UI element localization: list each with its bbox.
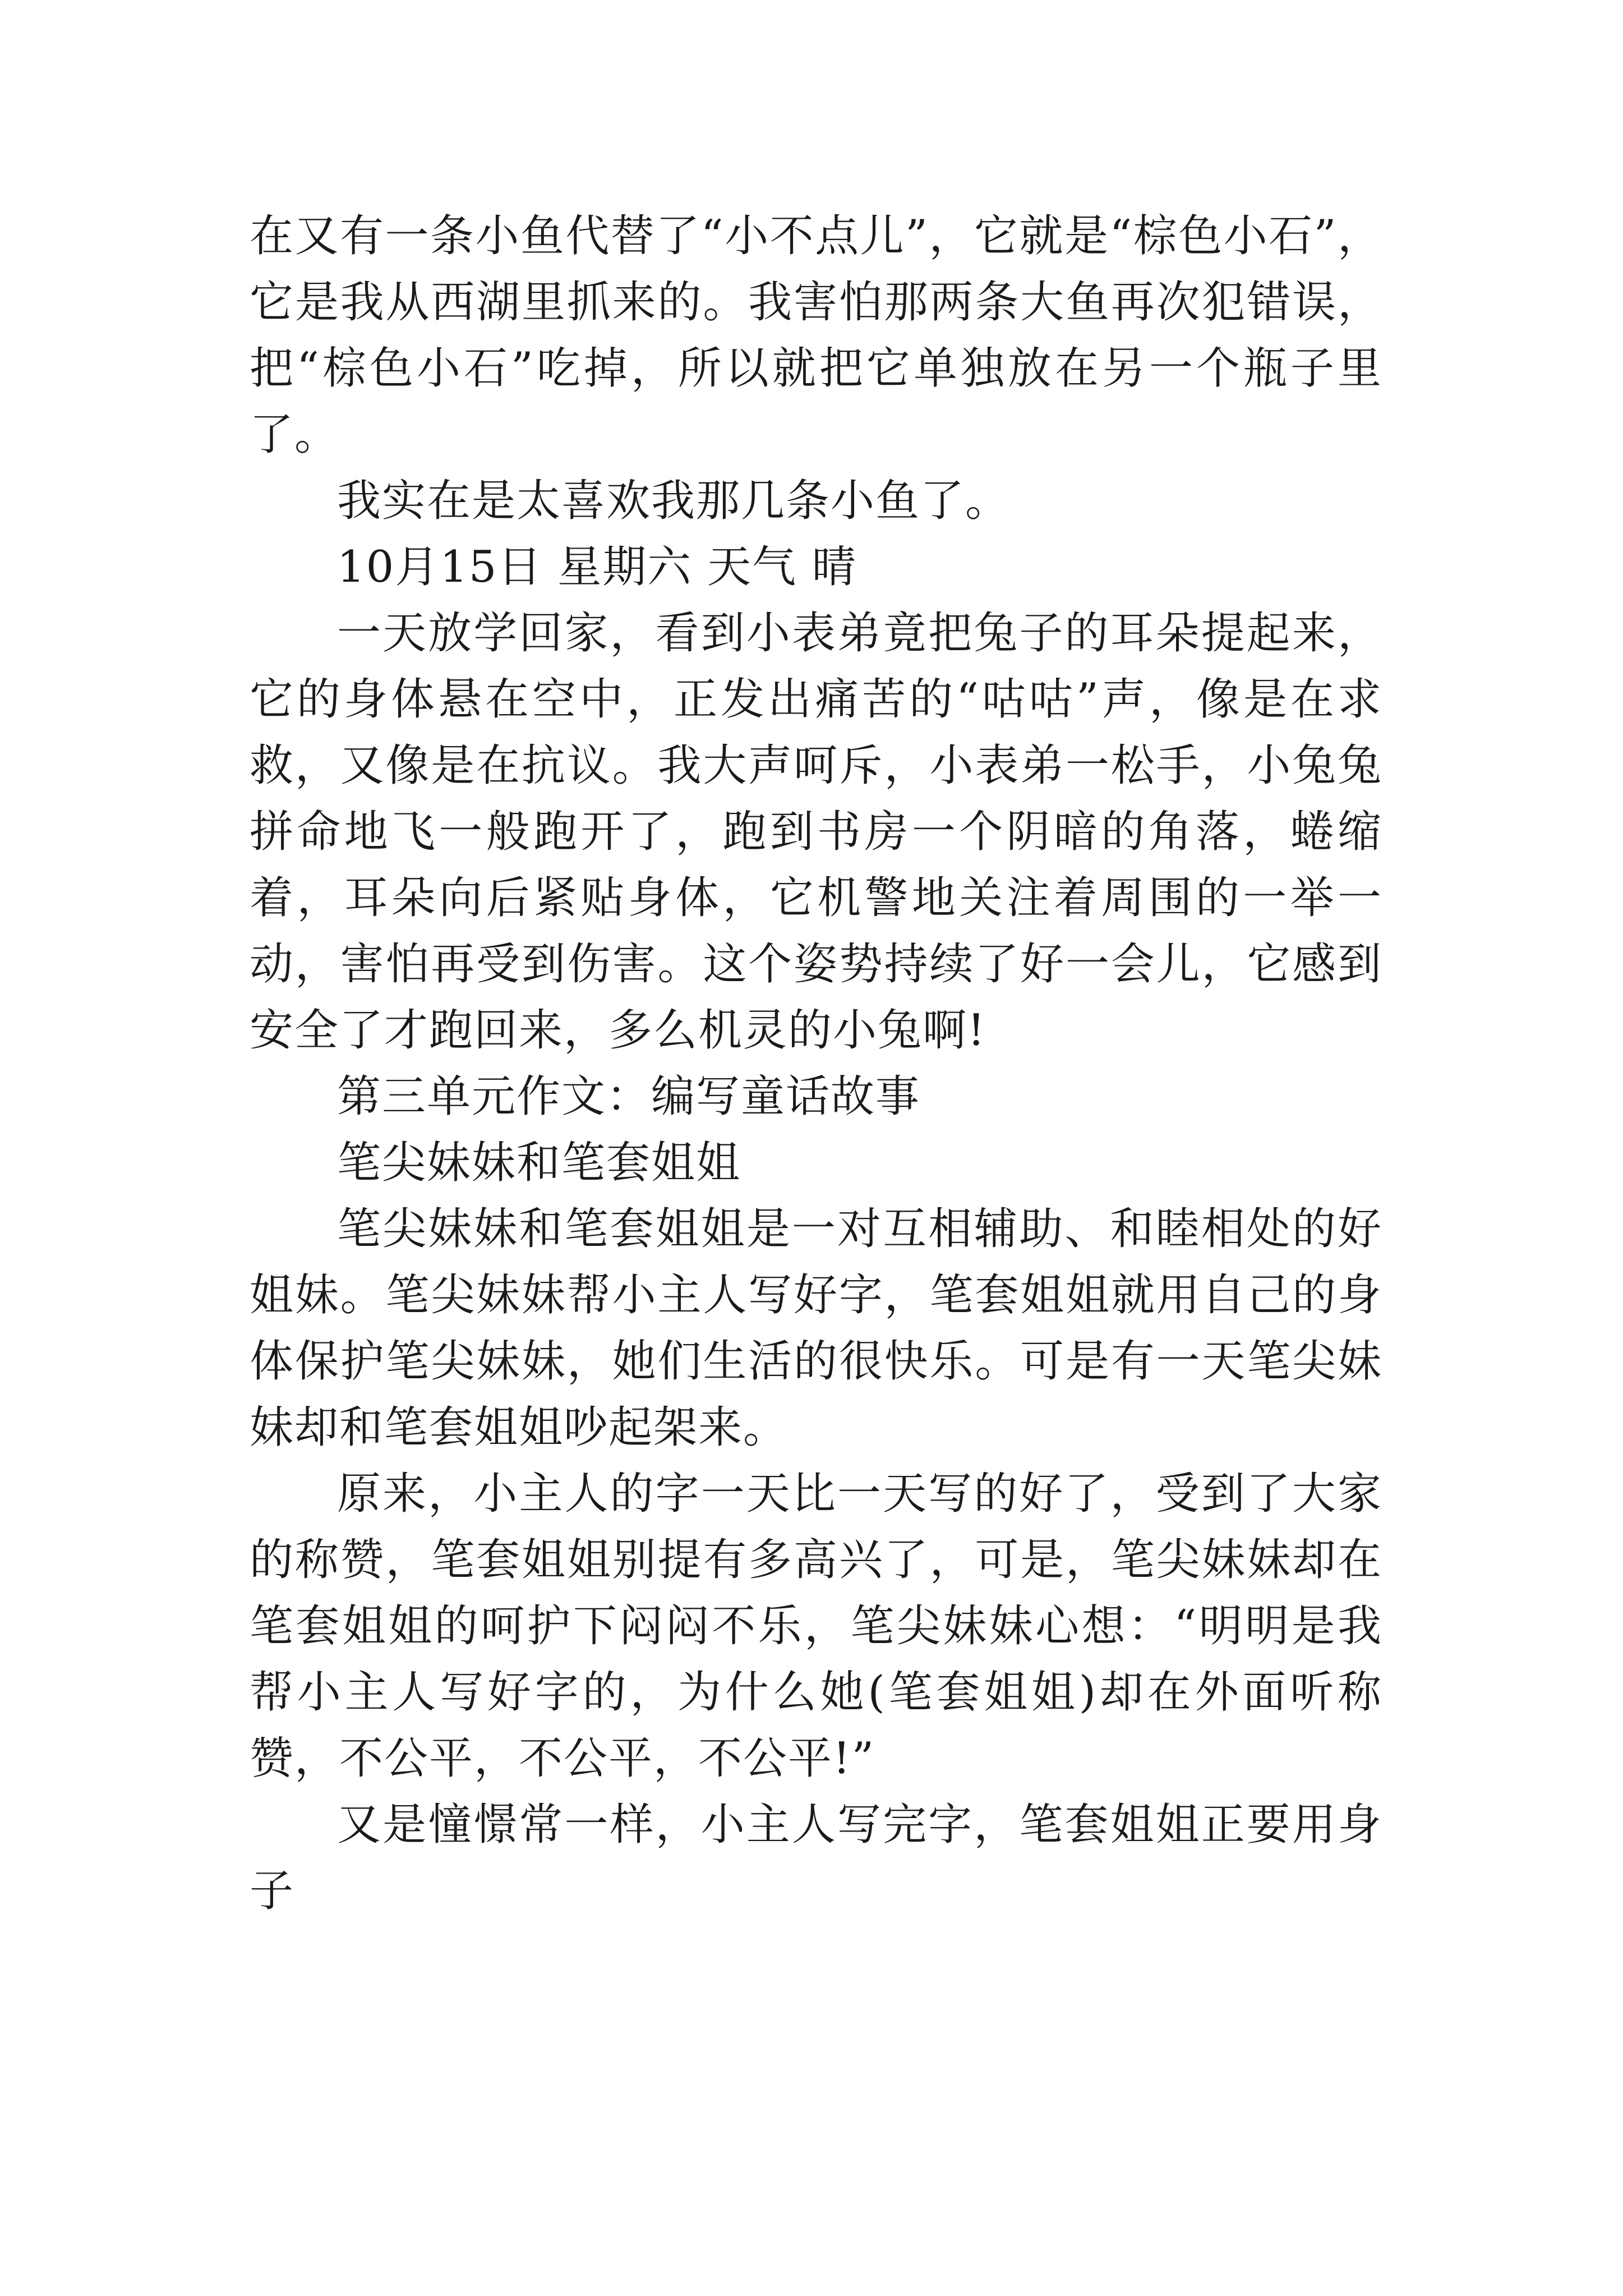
paragraph-story-intro: 笔尖妹妹和笔套姐姐是一对互相辅助、和睦相处的好姐妹。笔尖妹妹帮小主人写好字，笔套姐姐就用自己的身体保护笔尖妹妹，她们生活的很快乐。可是有一天笔尖妹妹却和笔套姐姐吵起架来。 bbox=[250, 1204, 1382, 1453]
paragraph-story-continued: 又是憧憬常一样，小主人写完字，笔套姐姐正要用身子 bbox=[250, 1800, 1382, 1916]
document-body bbox=[250, 203, 1382, 1924]
paragraph-fish-continued: 在又有一条小鱼代替了“小不点儿”，它就是“棕色小石”，它是我从西湖里抓来的。我害怕那两条大鱼再次犯错误，把“棕色小石”吃掉，所以就把它单独放在另一个瓶子里了。 bbox=[250, 211, 1382, 460]
section-heading: 第三单元作文：编写童话故事 bbox=[337, 1071, 921, 1122]
diary-date-line: 10月15日 星期六 天气 晴 bbox=[337, 542, 857, 592]
paragraph-love-fish: 我实在是太喜欢我那几条小鱼了。 bbox=[337, 476, 1011, 526]
story-title: 笔尖妹妹和笔套姐姐 bbox=[337, 1138, 741, 1188]
paragraph-story-conflict: 原来，小主人的字一天比一天写的好了，受到了大家的称赞，笔套姐姐别提有多高兴了，可是，笔尖妹妹却在笔套姐姐的呵护下闷闷不乐，笔尖妹妹心想：“明明是我帮小主人写好字的，为什么她(笔套姐姐)却在外面听称赞，不公平，不公平，不公平!” bbox=[250, 1469, 1382, 1784]
paragraph-rabbit: 一天放学回家，看到小表弟竟把兔子的耳朵提起来，它的身体悬在空中，正发出痛苦的“咕咕”声，像是在求救，又像是在抗议。我大声呵斥，小表弟一松手，小兔兔拼命地飞一般跑开了，跑到书房一个阴暗的角落，蜷缩着，耳朵向后紧贴身体，它机警地关注着周围的一举一动，害怕再受到伤害。这个姿势持续了好一会儿，它感到安全了才跑回来，多么机灵的小兔啊! bbox=[250, 608, 1382, 1056]
